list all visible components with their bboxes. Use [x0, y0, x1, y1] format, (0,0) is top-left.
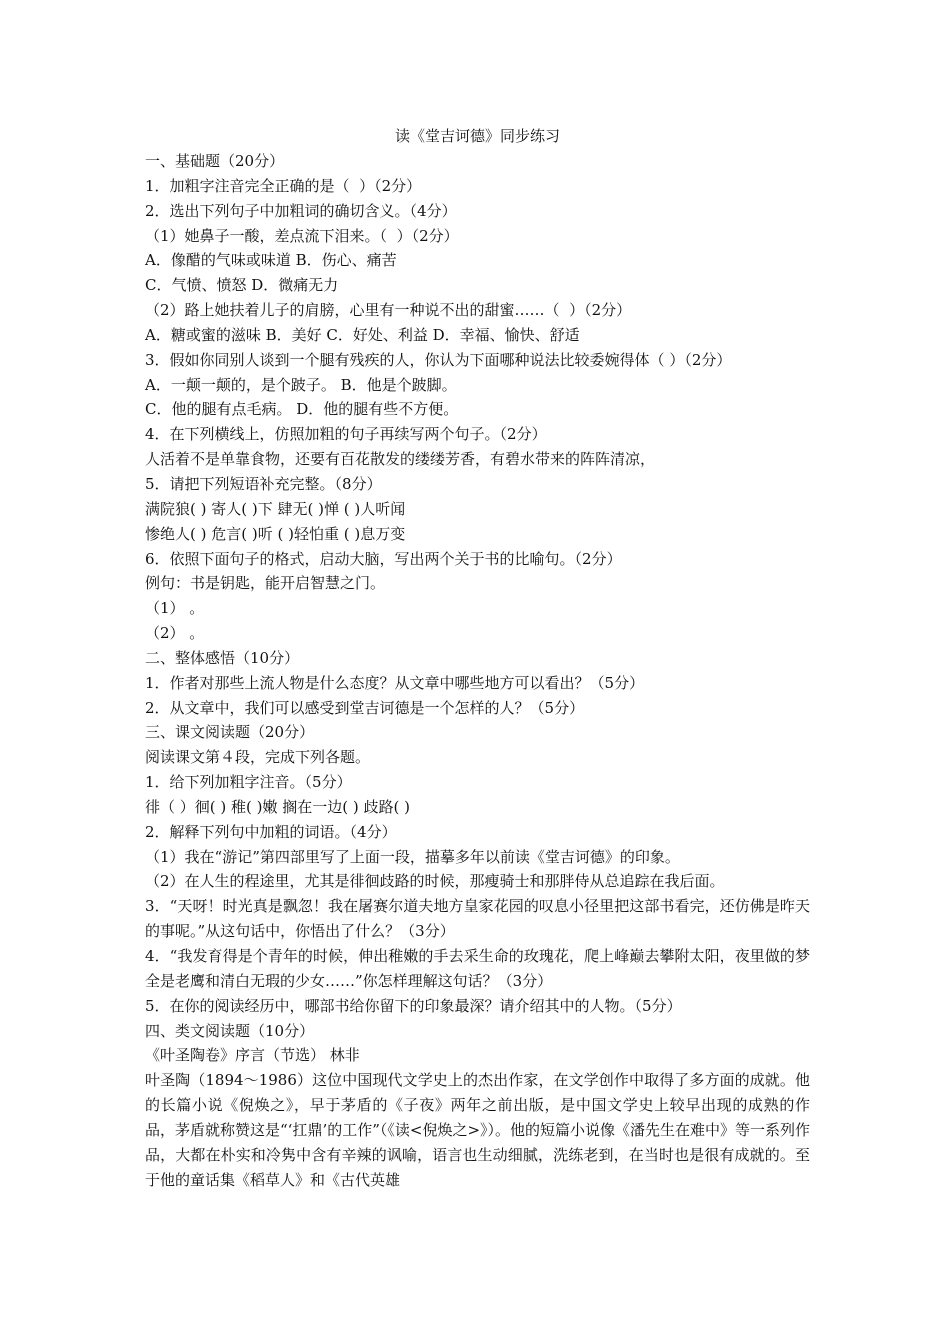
passage-title: 《叶圣陶卷》序言（节选） 林非 [145, 1046, 360, 1065]
phrase-line: 惨绝人( ) 危言( )听 ( )轻怕重 ( )息万变 [145, 524, 406, 543]
section-heading: 一、基础题（20分） [145, 152, 285, 170]
option-line: C．气愤、愤怒 D．微痛无力 [145, 276, 339, 295]
option-line: A．像醋的气味或味道 B．伤心、痛苦 [145, 251, 397, 270]
text-line: 例句：书是钥匙，能开启智慧之门。 [145, 574, 386, 593]
question-paragraph: 3．假如你同别人谈到一个腿有残疾的人，你认为下面哪种说法比较委婉得体（ ）（2分） [145, 350, 732, 369]
passage-paragraph: 叶圣陶（1894～1986）这位中国现代文学史上的杰出作家，在文学创作中取得了多方面的成就。他的长篇小说《倪焕之》，早于茅盾的《子夜》两年之前出版，是中国文学史上较早出现的成熟的作品，茅盾就称赞这是“‘扛鼎’的工作”（《读<倪焕之>》）。他的短篇小说像《潘先生在难中》等一系列作品，大都在朴实和冷隽中含有辛辣的讽喻，语言也生动细腻，洗练老到，在当时也是很有成就的。至于他的童话集《稻草人》和《古代英雄 [145, 1071, 811, 1189]
section-heading: 二、整体感悟（10分） [145, 648, 300, 667]
question-line: 2．选出下列句子中加粗词的确切含义。（4分） [145, 201, 457, 220]
answer-line: （1） 。 [145, 599, 205, 618]
phrase-line: 满院狼( ) 寄人( )下 肆无( )惮 ( )人听闻 [145, 499, 406, 518]
question-line: 1．加粗字注音完全正确的是（ ）（2分） [145, 176, 422, 195]
text-line: （1）我在“游记”第四部里写了上面一段，描摹多年以前读《堂吉诃德》的印象。 [145, 847, 680, 866]
question-line: 2．从文章中，我们可以感受到堂吉诃德是一个怎样的人？（5分） [145, 698, 585, 717]
question-line: （2）路上她扶着儿子的肩膀，心里有一种说不出的甜蜜……（ ）（2分） [145, 301, 632, 320]
section-heading: 四、类文阅读题（10分） [145, 1021, 315, 1040]
text-line: 阅读课文第４段，完成下列各题。 [145, 748, 371, 767]
option-line: A．一颠一颠的，是个跛子。 B．他是个跛脚。 [145, 375, 457, 394]
question-line: 2．解释下列句中加粗的词语。（4分） [145, 822, 397, 841]
section-heading: 三、课文阅读题（20分） [145, 723, 315, 742]
page-title: 读《堂吉诃德》同步练习 [394, 127, 560, 145]
question-paragraph: 4．“我发育得是个青年的时候，伸出稚嫩的手去采生命的玫瑰花，爬上峰巅去攀附太阳，夜里做的梦全是老鹰和清白无瑕的少女……”你怎样理解这句话？（3分） [145, 947, 810, 990]
question-line: （1）她鼻子一酸，差点流下泪来。（ ）（2分） [145, 226, 459, 245]
text-line: 人活着不是单靠食物，还要有百花散发的缕缕芳香，有碧水带来的阵阵清凉， [145, 450, 656, 469]
option-line: A．糖或蜜的滋味 B．美好 C．好处、利益 D．幸福、愉快、舒适 [145, 325, 580, 344]
document-page [145, 124, 810, 1192]
question-line: 6．依照下面句子的格式，启动大脑，写出两个关于书的比喻句。（2分） [145, 549, 622, 568]
question-paragraph: 3．“天呀！时光真是飘忽！我在屠赛尔道夫地方皇家花园的叹息小径里把这部书看完，还仿佛是昨天的事呢。”从这句话中，你悟出了什么？（3分） [145, 897, 810, 941]
phrase-line: 徘（ ）徊( ) 稚( )嫩 搁在一边( ) 歧路( ) [145, 797, 410, 816]
question-line: 4．在下列横线上，仿照加粗的句子再续写两个句子。（2分） [145, 425, 547, 444]
question-line: 5．请把下列短语补充完整。（8分） [145, 474, 382, 493]
question-line: 1．给下列加粗字注音。（5分） [145, 773, 352, 792]
answer-line: （2） 。 [145, 624, 205, 643]
option-line: C．他的腿有点毛病。 D．他的腿有些不方便。 [145, 400, 459, 419]
text-line: （2）在人生的程途里，尤其是徘徊歧路的时候，那瘦骑士和那胖侍从总追踪在我后面。 [145, 872, 725, 891]
question-line: 1．作者对那些上流人物是什么态度？从文章中哪些地方可以看出？（5分） [145, 673, 645, 692]
question-line: 5．在你的阅读经历中，哪部书给你留下的印象最深？请介绍其中的人物。（5分） [145, 996, 682, 1015]
